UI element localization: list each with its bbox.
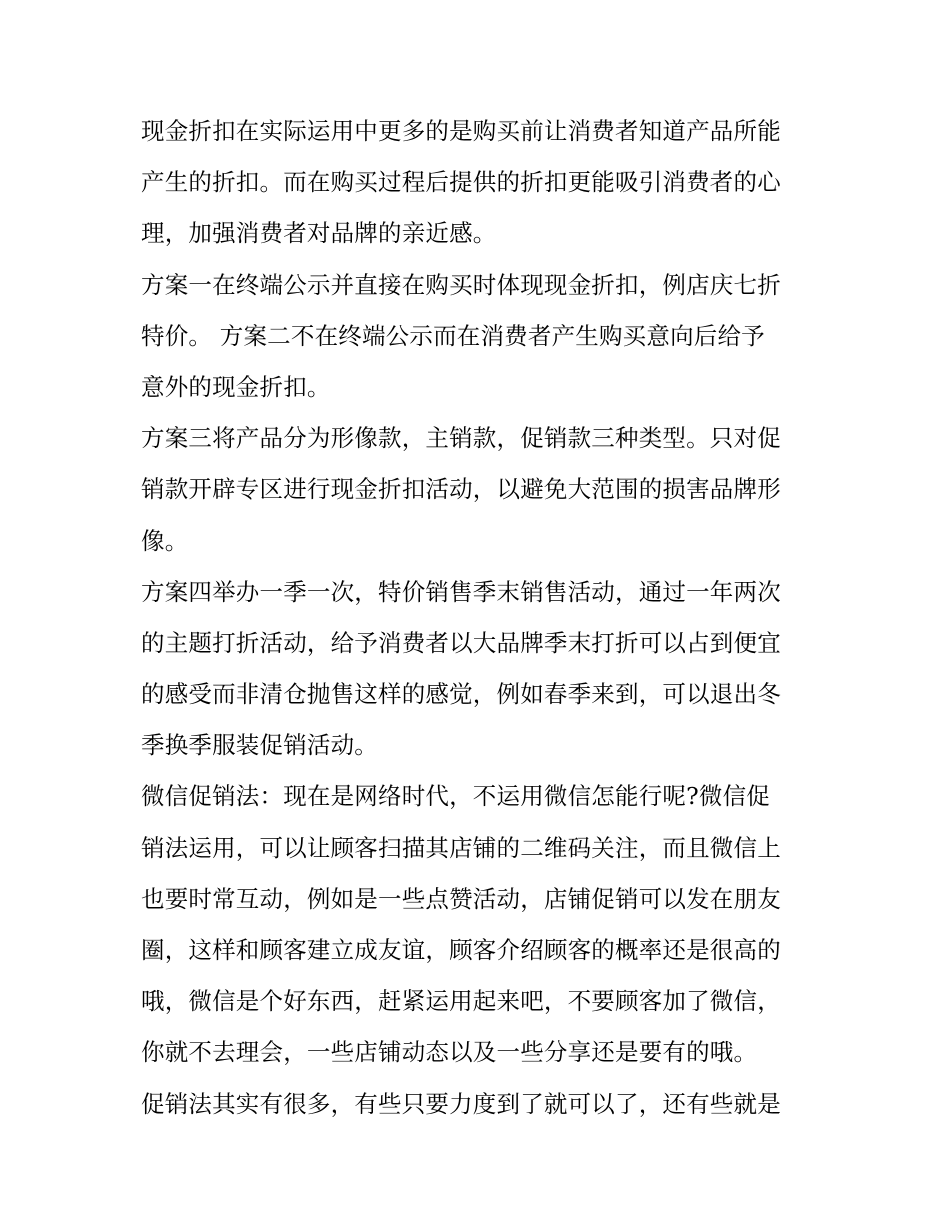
text-line: 季换季服装促销活动。 [141,731,378,760]
text-line: 微信促销法：现在是网络时代，不运用微信怎能行呢?微信促 [141,782,770,811]
text-line: 促销法其实有很多，有些只要力度到了就可以了，还有些就是 [141,1089,781,1118]
text-line: 意外的现金折扣。 [141,372,331,401]
text-line: 哦，微信是个好东西，赶紧运用起来吧，不要顾客加了微信， [141,987,781,1016]
text-line: 方案一在终端公示并直接在购买时体现现金折扣，例店庆七折 [141,270,781,299]
text-line: 的主题打折活动，给予消费者以大品牌季末打折可以占到便宜 [141,628,781,657]
text-line: 方案四举办一季一次，特价销售季末销售活动，通过一年两次 [141,577,781,606]
text-line: 也要时常互动，例如是一些点赞活动，店铺促销可以发在朋友 [141,884,781,913]
text-line: 方案三将产品分为形像款，主销款，促销款三种类型。只对促 [141,424,781,453]
text-line: 你就不去理会，一些店铺动态以及一些分享还是要有的哦。 [141,1038,758,1067]
text-line: 圈，这样和顾客建立成友谊，顾客介绍顾客的概率还是很高的 [141,936,781,964]
body-text [141,106,816,1130]
text-line: 的感受而非清仓抛售这样的感觉，例如春季来到，可以退出冬 [141,680,781,709]
text-line: 销法运用，可以让顾客扫描其店铺的二维码关注，而且微信上 [141,833,781,862]
text-line: 销款开辟专区进行现金折扣活动，以避免大范围的损害品牌形 [141,475,781,504]
text-line: 特价。 方案二不在终端公示而在消费者产生购买意向后给予 [141,321,765,350]
text-line: 理，加强消费者对品牌的亲近感。 [141,219,497,248]
text-line: 现金折扣在实际运用中更多的是购买前让消费者知道产品所能 [141,117,781,145]
text-line: 像。 [141,526,189,555]
text-line: 产生的折扣。而在购买过程后提供的折扣更能吸引消费者的心 [141,168,781,197]
